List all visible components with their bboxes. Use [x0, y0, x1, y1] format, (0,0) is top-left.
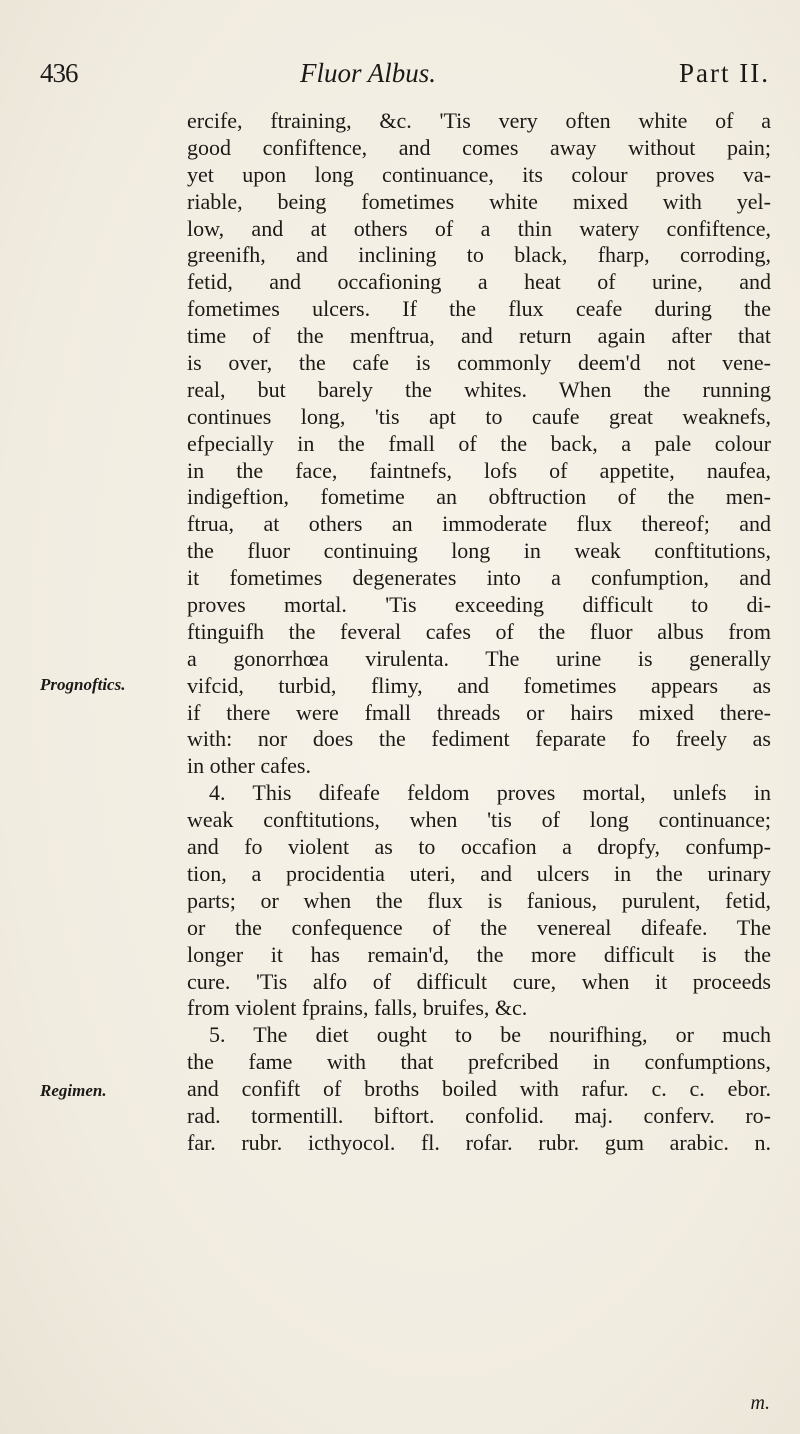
text-line: and confift of broths boiled with rafur. c. c. ebor.	[187, 1076, 771, 1102]
sidenote-prognostics: Prognoftics.	[40, 675, 126, 694]
text-line: continues long, 'tis apt to caufe great weaknefs,	[187, 403, 771, 429]
text-line: ftrua, at others an immoderate flux thereof; and	[187, 511, 771, 537]
text-line: indigeftion, fometime an obftruction of the men-	[187, 484, 771, 510]
text-line: time of the menftrua, and return again after that	[187, 323, 771, 349]
text-line: in the face, faintnefs, lofs of appetite, naufea,	[187, 457, 771, 483]
catchword: m.	[750, 1392, 770, 1414]
text-line: rad. tormentill. biftort. confolid. maj. conferv. ro-	[187, 1102, 771, 1128]
text-line: parts; or when the flux is fanious, purulent, fetid,	[187, 887, 771, 913]
text-line: tion, a procidentia uteri, and ulcers in the urinary	[187, 860, 771, 886]
text-line: weak conftitutions, when 'tis of long continuance;	[187, 807, 771, 833]
running-title: Fluor Albus.	[300, 58, 437, 88]
text-line: good confiftence, and comes away without pain;	[187, 134, 771, 160]
text-line: far. rubr. icthyocol. fl. rofar. rubr. gum arabic. n.	[187, 1129, 771, 1155]
text-line: fetid, and occafioning a heat of urine, and	[187, 269, 771, 295]
sidenote-regimen: Regimen.	[40, 1081, 107, 1100]
text-line: it fometimes degenerates into a confumption, and	[187, 565, 771, 591]
text-line: yet upon long continuance, its colour proves va-	[187, 161, 771, 187]
text-line: longer it has remain'd, the more difficult is the	[187, 941, 771, 967]
text-line: greenifh, and inclining to black, fharp, corroding,	[187, 242, 771, 268]
text-line: riable, being fometimes white mixed with yel-	[187, 188, 771, 214]
page-number: 436	[40, 58, 78, 88]
text-line: low, and at others of a thin watery confiftence,	[187, 215, 771, 241]
text-line: proves mortal. 'Tis exceeding difficult to di-	[187, 592, 771, 618]
text-line: ercife, ftraining, &c. 'Tis very often white of a	[187, 108, 771, 133]
text-line: is over, the cafe is commonly deem'd not vene-	[187, 350, 771, 376]
body-text	[187, 108, 771, 1157]
text-line: in other cafes.	[187, 753, 311, 779]
text-line: cure. 'Tis alfo of difficult cure, when it proceeds	[187, 968, 771, 994]
text-line: from violent fprains, falls, bruifes, &c.	[187, 995, 528, 1021]
text-line: efpecially in the fmall of the back, a pale colour	[187, 430, 771, 456]
text-line: fometimes ulcers. If the flux ceafe during the	[187, 296, 771, 322]
text-line: the fame with that prefcribed in confumptions,	[187, 1049, 771, 1075]
text-line: the fluor continuing long in weak conftitutions,	[187, 538, 771, 564]
text-line: 4. This difeafe feldom proves mortal, unlefs in	[209, 780, 771, 806]
text-line: 5. The diet ought to be nourifhing, or much	[209, 1022, 771, 1048]
text-line: ftinguifh the feveral cafes of the fluor albus from	[187, 618, 771, 644]
text-line: or the confequence of the venereal difeafe. The	[187, 914, 771, 940]
text-line: a gonorrhœa virulenta. The urine is generally	[187, 645, 771, 671]
part-label: Part II.	[679, 58, 770, 88]
text-line: and fo violent as to occafion a dropfy, confump-	[187, 834, 771, 860]
text-line: vifcid, turbid, flimy, and fometimes appears as	[187, 672, 771, 698]
page-header	[40, 58, 770, 98]
text-line: real, but barely the whites. When the running	[187, 376, 771, 402]
text-line: if there were fmall threads or hairs mixed there-	[187, 699, 771, 725]
text-line: with: nor does the fediment feparate fo freely as	[187, 726, 771, 752]
